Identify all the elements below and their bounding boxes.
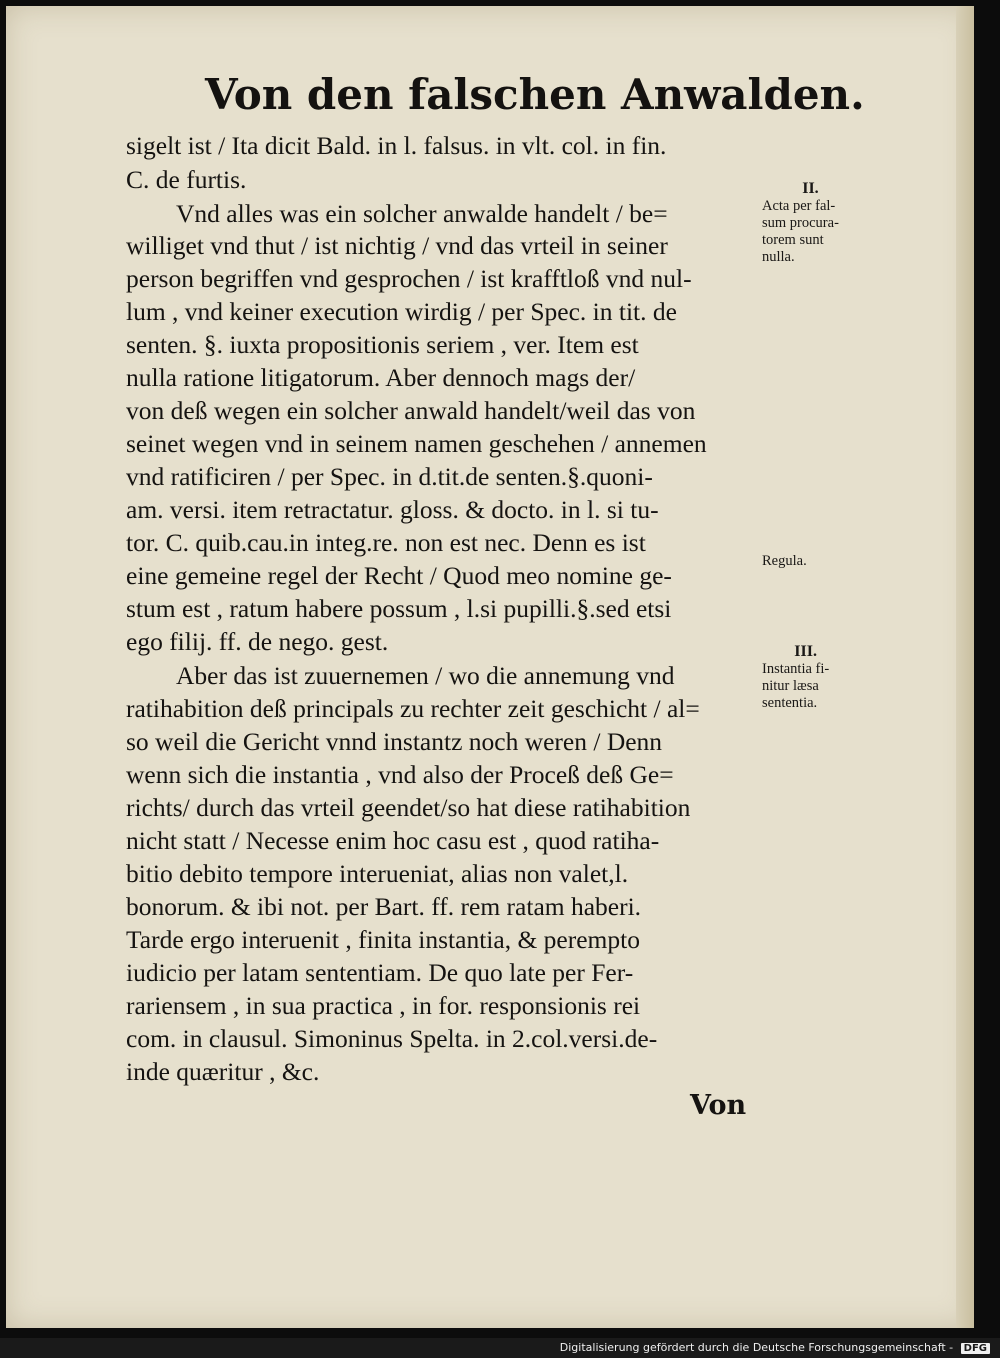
body-line: seinet wegen vnd in seinem namen geschehen / annemen [126, 429, 707, 458]
dfg-logo: DFG [961, 1343, 990, 1354]
margin-note-line: Regula. [762, 553, 807, 569]
margin-note-line: Instantia fi- [762, 661, 830, 677]
body-line: com. in clausul. Simoninus Spelta. in 2.col.versi.de- [126, 1024, 658, 1053]
body-line: rariensem , in sua practica , in for. responsionis rei [126, 991, 641, 1020]
margin-note-line: nitur læsa [762, 678, 819, 694]
body-line: C. de furtis. [126, 165, 247, 194]
margin-note-line: sententia. [762, 695, 818, 711]
footer-text: Digitalisierung gefördert durch die Deutsche Forschungsgemeinschaft - [559, 1341, 954, 1354]
body-line: williget vnd thut / ist nichtig / vnd das vrteil in seiner [126, 231, 668, 260]
body-line: vnd ratificiren / per Spec. in d.tit.de senten.§.quoni- [126, 462, 653, 491]
digitization-footer [560, 1341, 990, 1354]
running-head: Von den falschen Anwalden. [205, 70, 865, 119]
catchword: Von [690, 1090, 747, 1121]
margin-note-number: II. [802, 180, 819, 197]
body-line: ratihabition deß principals zu rechter zeit geschicht / al= [126, 694, 700, 723]
margin-note-regula [762, 553, 807, 570]
body-line: wenn sich die instantia , vnd also der Proceß deß Ge= [126, 760, 674, 789]
body-line: inde quæritur , &c. [126, 1057, 320, 1086]
margin-note-line: Acta per fal- [762, 198, 836, 214]
body-line: tor. C. quib.cau.in integ.re. non est nec. Denn es ist [126, 528, 646, 557]
body-line: ego filij. ff. de nego. gest. [126, 627, 389, 656]
body-line: lum , vnd keiner execution wirdig / per Spec. in tit. de [126, 297, 677, 326]
body-line: Aber das ist zuuernemen / wo die annemung vnd [176, 661, 675, 690]
body-line: richts/ durch das vrteil geendet/so hat diese ratihabition [126, 793, 691, 822]
margin-note-acta [762, 180, 839, 266]
body-line: so weil die Gericht vnnd instantz noch weren / Denn [126, 727, 663, 756]
body-line: am. versi. item retractatur. gloss. & docto. in l. si tu- [126, 495, 659, 524]
margin-note-line: nulla. [762, 249, 795, 265]
body-line: Vnd alles was ein solcher anwalde handelt / be= [176, 199, 668, 228]
body-line: nicht statt / Necesse enim hoc casu est , quod ratiha- [126, 826, 660, 855]
body-line: stum est , ratum habere possum , l.si pupilli.§.sed etsi [126, 594, 672, 623]
margin-note-line: sum procura- [762, 215, 839, 231]
margin-note-number: III. [794, 643, 817, 660]
margin-note-line: torem sunt [762, 232, 824, 248]
body-line: Tarde ergo interuenit , finita instantia, & perempto [126, 925, 640, 954]
body-line: von deß wegen ein solcher anwald handelt/weil das von [126, 396, 696, 425]
body-line: eine gemeine regel der Recht / Quod meo nomine ge- [126, 561, 672, 590]
body-line: nulla ratione litigatorum. Aber dennoch mags der/ [126, 363, 636, 392]
body-line: iudicio per latam sententiam. De quo late per Fer- [126, 958, 634, 987]
body-line: bonorum. & ibi not. per Bart. ff. rem ratam haberi. [126, 892, 642, 921]
margin-note-instantia [762, 643, 829, 712]
body-line: bitio debito tempore interueniat, alias non valet,l. [126, 859, 629, 888]
page-edge [956, 6, 974, 1328]
body-line: sigelt ist / Ita dicit Bald. in l. falsus. in vlt. col. in fin. [126, 131, 667, 160]
body-line: person begriffen vnd gesprochen / ist krafftloß vnd nul- [126, 264, 692, 293]
body-line: senten. §. iuxta propositionis seriem , ver. Item est [126, 330, 639, 359]
